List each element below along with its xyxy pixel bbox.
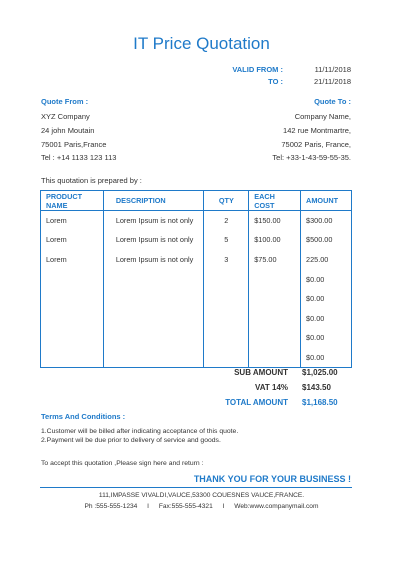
each-cost-cell <box>249 269 301 289</box>
valid-from-row <box>203 65 351 74</box>
description-cell <box>103 269 204 289</box>
quote-from-line: XYZ Company <box>41 112 90 121</box>
thank-you-message: THANK YOU FOR YOUR BUSINESS ! <box>193 474 351 484</box>
each-cost-cell: $100.00 <box>249 230 301 250</box>
table-row <box>41 269 352 289</box>
table-row <box>41 250 352 270</box>
quote-from-label: Quote From : <box>41 97 89 106</box>
each-cost-cell <box>249 308 301 328</box>
product-name-cell: Lorem <box>46 216 67 226</box>
footer-phone: Ph :555-555-1234 <box>84 503 138 510</box>
total-amount-row <box>200 395 350 410</box>
description-cell: Lorem Ipsum is not only <box>103 250 204 270</box>
product-name-cell <box>41 348 104 368</box>
qty-cell <box>204 289 249 309</box>
qty-cell <box>204 308 249 328</box>
table-header-row <box>41 191 352 211</box>
qty-cell <box>204 269 249 289</box>
total-amount-label: TOTAL AMOUNT <box>225 398 288 407</box>
qty-cell: 2 <box>204 211 249 231</box>
sub-amount-label: SUB AMOUNT <box>234 368 288 377</box>
quote-from-line: Tel : +14 1133 123 113 <box>41 153 117 162</box>
amount-cell: $0.00 <box>301 269 352 289</box>
col-header-product: PRODUCT NAME <box>41 191 104 211</box>
terms-item: 2.Payment wil be due prior to delivery of service and goods. <box>41 437 221 444</box>
description-cell <box>103 289 204 309</box>
quote-to-line: 142 rue Montmartre, <box>283 126 351 135</box>
amount-cell: $300.00 <box>301 211 352 231</box>
quote-to-line: Tel: +33-1-43-59-55-35. <box>272 153 351 162</box>
sub-amount-row <box>200 365 350 380</box>
amount-cell: $0.00 <box>301 289 352 309</box>
col-header-each-cost: EACH COST <box>249 191 301 211</box>
valid-to-row <box>203 77 351 86</box>
col-header-amount: AMOUNT <box>301 191 352 211</box>
amount-cell: $500.00 <box>301 230 352 250</box>
description-cell: Lorem Ipsum is not only <box>103 211 204 231</box>
description-cell: Lorem Ipsum is not only <box>103 230 204 250</box>
footer-address: 111,IMPASSE VIVALDI,VAUCE,53300 COUESNES VAUCE,FRANCE. <box>98 492 305 499</box>
amount-cell: $0.00 <box>301 328 352 348</box>
quote-to-line: 75002 Paris, France, <box>281 140 351 149</box>
items-table <box>40 190 352 368</box>
vat-label: VAT 14% <box>254 383 288 392</box>
col-header-qty: QTY <box>204 191 249 211</box>
table-row <box>41 211 352 231</box>
quote-from-line: 24 john Moutain <box>41 126 95 135</box>
quote-to-label: Quote To : <box>314 97 351 106</box>
qty-cell: 3 <box>204 250 249 270</box>
footer-separator: I <box>222 503 225 510</box>
vat-value: $143.50 <box>302 383 331 392</box>
each-cost-cell: $75.00 <box>249 250 301 270</box>
prepared-by-text: This quotation is prepared by : <box>41 176 142 185</box>
sub-amount-value: $1,025.00 <box>302 368 338 377</box>
amount-cell: 225.00 <box>301 250 352 270</box>
terms-heading: Terms And Conditions : <box>41 412 126 421</box>
description-cell <box>103 308 204 328</box>
footer-divider <box>40 487 352 488</box>
each-cost-cell <box>249 328 301 348</box>
vat-row <box>200 380 350 395</box>
col-header-description: DESCRIPTION <box>103 191 204 211</box>
product-name-cell <box>41 328 104 348</box>
quote-to-line: Company Name, <box>294 112 351 121</box>
description-cell <box>103 348 204 368</box>
product-name-cell: Lorem <box>46 235 67 245</box>
footer-separator: I <box>147 503 150 510</box>
valid-from-date: 11/11/2018 <box>314 65 351 74</box>
quote-from-line: 75001 Paris,France <box>41 140 107 149</box>
valid-to-date: 21/11/2018 <box>314 77 351 86</box>
table-row <box>41 230 352 250</box>
qty-cell: 5 <box>204 230 249 250</box>
description-cell <box>103 328 204 348</box>
footer-fax: Fax:555-555-4321 <box>158 503 213 510</box>
document-title: IT Price Quotation <box>133 34 270 53</box>
terms-item: 1.Customer will be billed after indicating acceptance of this quote. <box>41 428 239 435</box>
each-cost-cell: $150.00 <box>249 211 301 231</box>
footer-contact <box>0 503 403 510</box>
qty-cell <box>204 328 249 348</box>
footer-web: Web:www.companymail.com <box>234 503 319 510</box>
each-cost-cell <box>249 289 301 309</box>
product-name-cell <box>41 308 104 328</box>
table-row <box>41 289 352 309</box>
product-name-cell: Lorem <box>46 254 67 264</box>
valid-to-label: TO : <box>268 77 283 86</box>
product-name-cell <box>41 269 104 289</box>
amount-cell: $0.00 <box>301 348 352 368</box>
total-amount-value: $1,168.50 <box>302 398 338 407</box>
table-row <box>41 328 352 348</box>
product-name-cell <box>41 289 104 309</box>
amount-cell: $0.00 <box>301 308 352 328</box>
totals-block <box>200 365 350 410</box>
valid-from-label: VALID FROM : <box>232 65 283 74</box>
table-row <box>41 308 352 328</box>
accept-instructions: To accept this quotation ,Please sign here and return : <box>41 460 204 467</box>
